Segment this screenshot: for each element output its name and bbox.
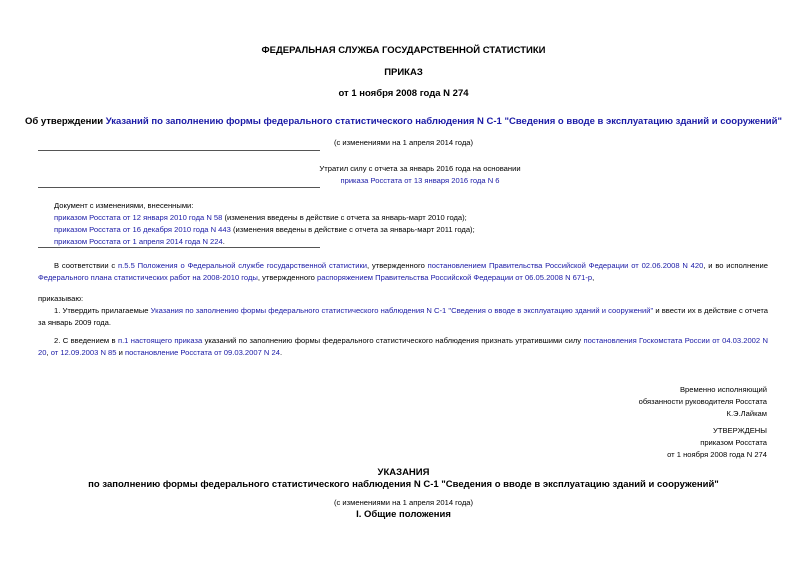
order-word: приказываю: <box>38 294 84 303</box>
text: В соответствии с <box>54 261 119 270</box>
text: и ввести их в действие с отчета за январь 2009 года. <box>38 306 768 327</box>
divider <box>38 247 320 248</box>
text: 1. Утвердить прилагаемые <box>54 306 151 315</box>
section-heading: I. Общие положения <box>356 509 451 520</box>
changes-item <box>54 224 554 236</box>
text: , утвержденного <box>257 273 318 282</box>
doc-type: ПРИКАЗ <box>384 67 423 78</box>
goskomstat-decree-2-link[interactable]: от 12.09.2003 N 85 <box>50 348 117 357</box>
signature-name: К.Э.Лайкам <box>726 409 767 418</box>
invalid-note <box>270 163 570 187</box>
text: . <box>279 348 283 357</box>
text: , и во исполнение <box>703 261 769 270</box>
preamble-paragraph <box>38 260 768 284</box>
changes-item-link[interactable]: приказом Росстата от 12 января 2010 года N 58 <box>54 213 223 222</box>
instructions-title: УКАЗАНИЯ <box>377 467 430 478</box>
signature-line: обязанности руководителя Росстата <box>638 397 767 406</box>
changes-item-link[interactable]: приказом Росстата от 16 декабря 2010 года N 443 <box>54 225 231 234</box>
changes-item-link[interactable]: приказом Росстата от 1 апреля 2014 года N 224 <box>54 237 223 246</box>
text: указаний по заполнению формы федерального статистического наблюдения признать утратившими силу <box>202 336 584 345</box>
text: , <box>592 273 595 282</box>
order-item-1 <box>38 305 768 329</box>
regulation-link[interactable]: п.5.5 Положения о Федеральной службе государственной статистики <box>118 261 368 270</box>
doc-title-prefix: Об утверждении <box>24 116 106 127</box>
changes-item-text: (изменения введены в действие с отчета за январь-март 2010 года); <box>222 213 467 222</box>
instructions-amendments-note: (с изменениями на 1 апреля 2014 года) <box>333 498 474 507</box>
approved-block <box>667 425 767 461</box>
amendments-note: (с изменениями на 1 апреля 2014 года) <box>333 138 474 147</box>
changes-item-text: . <box>222 237 225 246</box>
approved-line: УТВЕРЖДЕНЫ <box>713 426 767 435</box>
approved-line: приказом Росстата <box>700 438 767 447</box>
text: 2. С введением в <box>54 336 118 345</box>
text: , <box>46 348 51 357</box>
text: , утвержденного <box>367 261 428 270</box>
clause-link[interactable]: п.1 настоящего приказа <box>117 336 203 345</box>
goskomstat-decree-link[interactable]: постановления Госкомстата России от 04.03.2002 N 20 <box>38 336 768 357</box>
changes-item-text: (изменения введены в действие с отчета за январь-март 2011 года); <box>230 225 475 234</box>
changes-item <box>54 212 554 224</box>
government-decree-link[interactable]: постановлением Правительства Российской Федерации от 02.06.2008 N 420 <box>427 261 704 270</box>
invalid-note-link[interactable]: приказа Росстата от 13 января 2016 года N 6 <box>340 176 500 185</box>
changes-heading: Документ с изменениями, внесенными: <box>54 201 194 210</box>
invalid-note-text: Утратил силу с отчета за январь 2016 года на основании <box>319 164 521 173</box>
instructions-subtitle: по заполнению формы федерального статистического наблюдения N С-1 "Сведения о вводе в эксплуатацию зданий и сооружений" <box>88 479 719 490</box>
government-order-link[interactable]: распоряжением Правительства Российской Федерации от 06.05.2008 N 671-р <box>317 273 593 282</box>
changes-block <box>54 200 554 248</box>
instructions-link[interactable]: Указания по заполнению формы федерального статистического наблюдения N С-1 "Сведения о вводе в эксплуатацию зданий и сооружений" <box>150 306 654 315</box>
federal-plan-link[interactable]: Федерального плана статистических работ на 2008-2010 годы <box>38 273 258 282</box>
divider <box>38 150 320 151</box>
agency-name: ФЕДЕРАЛЬНАЯ СЛУЖБА ГОСУДАРСТВЕННОЙ СТАТИСТИКИ <box>261 45 546 56</box>
approved-line: от 1 ноября 2008 года N 274 <box>667 450 767 459</box>
rosstat-decree-link[interactable]: постановление Росстата от 09.03.2007 N 24 <box>124 348 280 357</box>
divider <box>38 187 320 188</box>
doc-date-number: от 1 ноября 2008 года N 274 <box>338 88 469 99</box>
text: и <box>116 348 125 357</box>
order-item-2 <box>38 335 768 359</box>
doc-title <box>0 116 807 127</box>
signature-line: Временно исполняющий <box>679 385 767 394</box>
signature-block <box>639 384 767 420</box>
doc-title-link[interactable]: Указаний по заполнению формы федерального статистического наблюдения N С-1 "Сведения о вводе в эксплуатацию зданий и сооружений" <box>105 116 782 127</box>
